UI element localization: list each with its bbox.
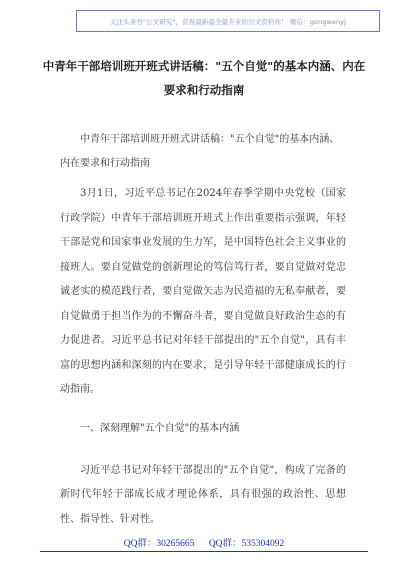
document-title: 中青年干部培训班开班式讲话稿："五个自觉"的基本内涵、内在要求和行动指南 — [42, 59, 366, 97]
footer-divider — [40, 551, 368, 552]
promo-banner — [76, 10, 380, 32]
document-body — [60, 128, 346, 546]
promo-banner-text: 关注头条号"公文研究"，获得最新最全最专业的公文资料库！ 微信：gongwenyj — [109, 17, 347, 26]
qq-group-2: QQ群：535304092 — [208, 539, 285, 549]
section-heading: 一、深刻理解"五个自觉"的基本内涵 — [80, 422, 240, 434]
body-paragraph: 3月1日，习近平总书记在2024年春季学期中央党校（国家行政学院）中青年干部培训班开班式上作出重要指示强调，年轻干部是党和国家事业发展的生力军，是中国特色社会主义事业的接班人。要自觉做党的创新理论的笃信笃行者，要自觉做对党忠诚老实的模范践行者，要自觉做矢志为民造福的无私奉献者，要自觉做勇于担当作为的不懈奋斗者，要自觉做良好政治生态的有力促进者。习近平总书记对年轻干部提出的"五个自觉"，具有丰富的思想内涵和深刻的内在要求，是引导年轻干部健康成长的行动指南。 — [60, 188, 346, 395]
document-subtitle: 中青年干部培训班开班式讲话稿："五个自觉"的基本内涵、内在要求和行动指南 — [60, 134, 340, 169]
footer-contact — [0, 535, 408, 549]
section-paragraph: 习近平总书记对年轻干部提出的"五个自觉"，构成了完备的新时代年轻干部成长成才理论体系，具有很强的政治性、思想性、指导性、针对性。 — [60, 464, 346, 525]
qq-group-1: QQ群：30265665 — [123, 539, 195, 549]
